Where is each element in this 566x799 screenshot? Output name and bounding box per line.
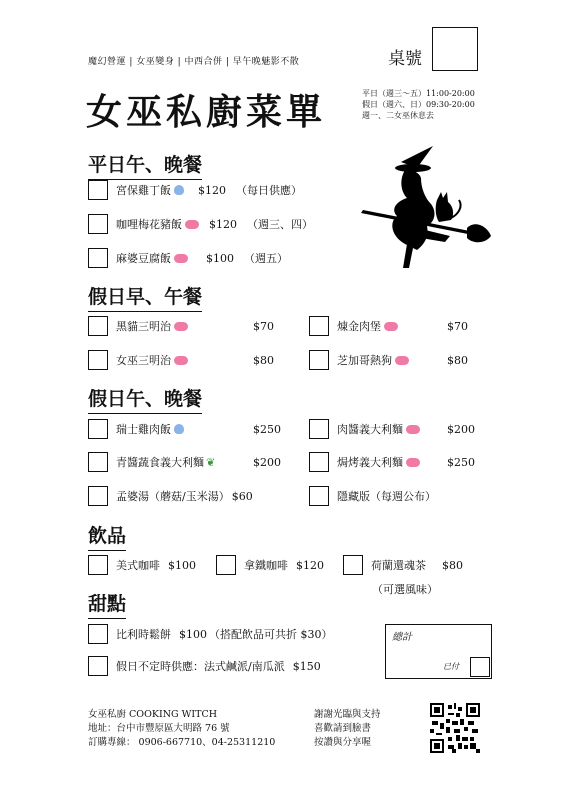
pig-icon	[174, 356, 188, 365]
item-note: （週三、四）	[247, 218, 313, 231]
section-weekend-evening: 假日午、晚餐	[88, 384, 202, 411]
pig-icon	[395, 356, 409, 365]
menu-item-row	[88, 656, 321, 676]
footer-phone: 訂購專線： 0906-667710、04-25311210	[88, 737, 276, 748]
menu-item-row	[88, 452, 215, 472]
item-name: 焗烤義大利麵	[337, 456, 403, 469]
item-checkbox[interactable]	[343, 555, 363, 575]
opening-hours	[362, 88, 475, 121]
paid-label: 已付	[443, 662, 459, 671]
item-checkbox[interactable]	[88, 316, 108, 336]
item-name: 假日不定時供應：法式鹹派/南瓜派	[116, 660, 285, 673]
table-number-label: 桌號	[388, 49, 422, 69]
item-checkbox[interactable]	[88, 248, 108, 268]
item-price: $120	[209, 217, 237, 231]
item-checkbox[interactable]	[88, 452, 108, 472]
section-drinks: 飲品	[88, 521, 126, 548]
leaf-icon: ❦	[206, 455, 216, 469]
menu-item-row	[216, 555, 324, 575]
qr-code-icon[interactable]	[430, 703, 480, 753]
table-number-box[interactable]	[432, 27, 478, 71]
footer-thanks-line: 謝謝光臨與支持	[314, 709, 381, 720]
item-name: 青醬蔬食義大利麵	[116, 456, 204, 469]
menu-item-row	[88, 419, 184, 439]
item-checkbox[interactable]	[309, 486, 329, 506]
item-checkbox[interactable]	[88, 350, 108, 370]
item-name: 瑞士雞肉飯	[116, 423, 171, 436]
pig-icon	[384, 322, 398, 331]
item-name: 咖哩梅花豬飯	[116, 218, 182, 231]
menu-item-row	[309, 316, 398, 336]
footer-thanks	[314, 708, 381, 750]
menu-title: 女巫私廚菜單	[86, 91, 327, 133]
item-checkbox[interactable]	[88, 180, 108, 200]
menu-item-row	[309, 452, 420, 472]
item-note: （每日供應）	[236, 184, 302, 197]
item-name: 美式咖啡	[116, 559, 160, 572]
footer-info	[88, 708, 275, 750]
item-price: $120	[198, 183, 226, 197]
item-price: $200	[447, 423, 475, 436]
menu-item-row	[309, 350, 409, 370]
item-price: $80	[253, 354, 274, 367]
menu-item-row	[88, 316, 188, 336]
item-checkbox[interactable]	[309, 316, 329, 336]
item-checkbox[interactable]	[88, 419, 108, 439]
menu-item-row	[88, 180, 302, 200]
section-weekday: 平日午、晚餐	[88, 150, 202, 177]
pig-icon	[406, 425, 420, 434]
menu-item-row	[88, 555, 196, 575]
pig-icon	[174, 322, 188, 331]
item-note: （可選風味）	[372, 583, 438, 596]
menu-item-row	[343, 555, 463, 575]
total-label: 總計	[392, 632, 412, 643]
tagline: 魔幻營運 | 女巫變身 | 中西合併 | 早午晚魅影不散	[88, 57, 300, 67]
menu-item-row	[88, 214, 313, 234]
item-note: （搭配飲品可共折 $30）	[209, 628, 333, 641]
item-note: （週五）	[244, 252, 288, 265]
menu-item-row	[88, 624, 333, 644]
menu-item-row	[88, 486, 253, 506]
item-name: 比利時鬆餅	[116, 628, 171, 641]
item-checkbox[interactable]	[309, 350, 329, 370]
menu-item-row	[309, 419, 420, 439]
item-checkbox[interactable]	[88, 555, 108, 575]
footer-restaurant-name: 女巫私廚 COOKING WITCH	[88, 709, 218, 720]
footer-address: 地址：台中市豐原區大明路 76 號	[88, 723, 230, 734]
item-name: 隱藏版（每週公布）	[337, 490, 436, 503]
item-name: 芝加哥熱狗	[337, 354, 392, 367]
item-name: 拿鐵咖啡	[244, 559, 288, 572]
item-name: 肉醬義大利麵	[337, 423, 403, 436]
chicken-icon	[174, 185, 184, 195]
item-price: $250	[253, 423, 281, 436]
paid-checkbox[interactable]	[470, 657, 490, 677]
item-checkbox[interactable]	[88, 214, 108, 234]
item-price: $70	[253, 320, 274, 333]
section-weekend-morning: 假日早、午餐	[88, 282, 202, 309]
item-checkbox[interactable]	[309, 419, 329, 439]
item-price: $100	[179, 627, 207, 641]
item-price: $120	[296, 558, 324, 572]
hours-weekday: 平日（週三～五）11:00-20:00	[362, 89, 475, 98]
item-price: $250	[447, 456, 475, 469]
item-name: 煉金肉堡	[337, 320, 381, 333]
menu-item-row	[88, 350, 188, 370]
item-name: 荷蘭還魂茶	[371, 559, 426, 572]
item-checkbox[interactable]	[88, 486, 108, 506]
menu-item-row	[309, 486, 436, 506]
witch-illustration	[355, 140, 495, 275]
item-name: 女巫三明治	[116, 354, 171, 367]
item-checkbox[interactable]	[88, 624, 108, 644]
chicken-icon	[174, 424, 184, 434]
pig-icon	[174, 254, 188, 263]
footer-thanks-line: 按讚與分享喔	[314, 737, 372, 748]
item-price: $80	[447, 354, 468, 367]
pig-icon	[406, 458, 420, 467]
item-price: $80	[442, 558, 463, 572]
pig-icon	[185, 220, 199, 229]
item-price: $150	[292, 659, 321, 673]
section-desserts: 甜點	[88, 589, 126, 616]
hours-closed: 週一、二女巫休息去	[362, 111, 434, 120]
item-checkbox[interactable]	[309, 452, 329, 472]
item-checkbox[interactable]	[88, 656, 108, 676]
item-checkbox[interactable]	[216, 555, 236, 575]
hours-weekend: 假日（週六、日）09:30-20:00	[362, 100, 475, 109]
item-price: $200	[253, 456, 281, 469]
item-name: 黑貓三明治	[116, 320, 171, 333]
item-price: $60	[231, 489, 253, 503]
item-name: 麻婆豆腐飯	[116, 252, 171, 265]
footer-thanks-line: 喜歡請到臉書	[314, 723, 372, 734]
item-name: 孟婆湯（蘑菇/玉米湯）	[116, 490, 230, 503]
item-price: $100	[206, 251, 234, 265]
item-price: $70	[447, 320, 468, 333]
menu-item-row	[88, 248, 288, 268]
item-name: 宮保雞丁飯	[116, 184, 171, 197]
item-price: $100	[168, 558, 196, 572]
